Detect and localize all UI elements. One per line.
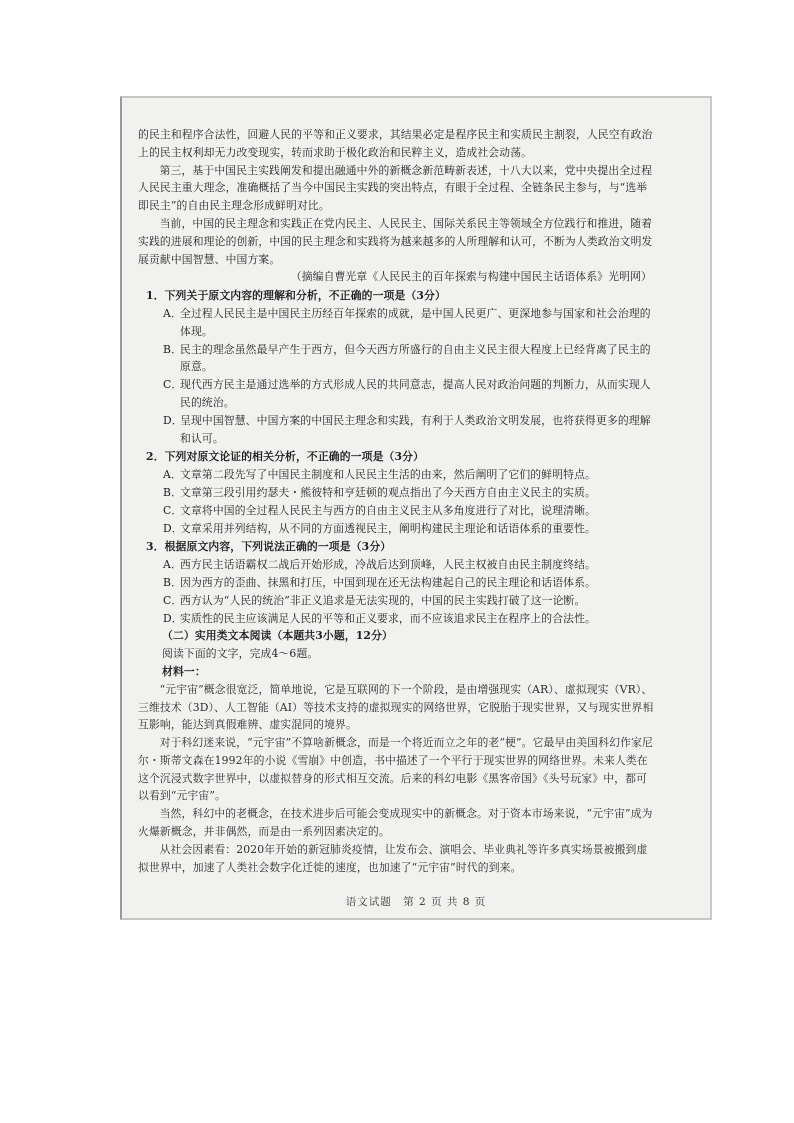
option-text: 文章第三段引用约瑟夫・熊彼特和亨廷顿的观点指出了今天西方自由主义民主的实质。 (180, 485, 596, 499)
option-letter: B． (163, 342, 183, 356)
option-b (146, 484, 658, 502)
question-stem: 3．根据原文内容，下列说法正确的一项是（3分） (146, 540, 392, 554)
material-label: 材料一： (162, 664, 206, 678)
page-footer: 语文试题 第 2 页 共 8 页 (345, 896, 487, 908)
option-b (146, 341, 658, 377)
option-c (146, 376, 658, 412)
option-letter: D． (163, 521, 183, 535)
option-text: 现代西方民主是通过选举的方式形成人民的共同意志，提高人民对政治问题的判断力，从而实现人民的统治。 (180, 378, 651, 409)
option-d (146, 520, 658, 538)
paragraph: “元宇宙”概念很宽泛，简单地说，它是互联网的下一个阶段，是由增强现实（AR）、虚拟现实（VR）、三维技术（3D）、人工智能（AI）等技术支持的虚拟现实的网络世界，它脱胎于现实世界，又与现实世界相互影响，能达到真假难辨、虚实混同的境界。 (138, 682, 654, 732)
option-letter: C． (163, 593, 183, 607)
option-text: 实质性的民主应该满足人民的平等和正义要求，而不应该追求民主在程序上的合法性。 (180, 611, 596, 625)
option-letter: D． (163, 413, 183, 427)
paragraph: 对于科幻迷来说，“元宇宙”不算啥新概念，而是一个将近而立之年的老“梗”。它最早由美国科幻作家尼尔・斯蒂文森在1992年的小说《雪崩》中创造，书中描述了一个平行于现实世界的网络世界。未来人类在这个沉浸式数字世界中，以虚拟替身的形式相互交流。后来的科幻电影《黑客帝国》《头号玩家》中，都可以看到“元宇宙”。 (138, 736, 653, 803)
exam-paper-text (138, 126, 658, 876)
question-2 (138, 448, 658, 537)
paragraph: 第三，基于中国民主实践阐发和提出融通中外的新概念新范畴新表述，十八大以来，党中央提出全过程人民民主重大理念，准确概括了当今中国民主实践的突出特点，有眼于全过程、全链条民主参与，与“选举即民主”的自由民主理念形成鲜明对比。 (138, 163, 653, 213)
option-a (146, 466, 658, 484)
question-stem: 2．下列对原文论证的相关分析，不正确的一项是（3分） (146, 450, 425, 464)
option-text: 文章将中国的全过程人民民主与西方的自由主义民主从多角度进行了对比，说理清晰。 (180, 503, 596, 517)
option-text: 全过程人民民主是中国民主历经百年探索的成就，是中国人民更广、更深地参与国家和社会治理的体现。 (180, 306, 651, 338)
option-d (146, 412, 658, 448)
paragraph: 从社会因素看：2020年开始的新冠肺炎疫情，让发布会、演唱会、毕业典礼等许多真实场景被搬到虚拟世界中，加速了人类社会数字化迁徙的速度，也加速了“元宇宙”时代的到来。 (138, 842, 648, 874)
paragraph: 的民主和程序合法性，回避人民的平等和正义要求，其结果必定是程序民主和实质民主割裂，人民空有政治上的民主权利却无力改变现实，转而求助于极化政治和民粹主义，造成社会动荡。 (138, 128, 653, 159)
option-text: 呈现中国智慧、中国方案的中国民主理念和实践，有利于人类政治文明发展，也将获得更多的理解和认可。 (180, 413, 651, 445)
question-1 (138, 287, 658, 447)
option-text: 西方民主话语霸权二战后开始形成，冷战后达到顶峰，人民主权被自由民主制度终结。 (180, 558, 596, 572)
option-a (146, 305, 658, 341)
option-text: 西方认为“人民的统治”非正义追求是无法实现的，中国的民主实践打破了这一论断。 (180, 593, 586, 607)
option-letter: B． (163, 575, 183, 589)
question-3 (138, 538, 658, 627)
option-letter: A． (163, 306, 182, 320)
option-text: 文章第二段先写了中国民主制度和人民民主生活的由来，然后阐明了它们的鲜明特点。 (180, 468, 596, 482)
paragraph: 当然，科幻中的老概念，在技术进步后可能会变成现实中的新概念。对于资本市场来说，“元宇宙”成为火爆新概念，并非偶然，而是由一系列因素决定的。 (138, 807, 653, 839)
option-text: 因为西方的歪曲、抹黑和打压，中国到现在还无法构建起自己的民主理论和话语体系。 (180, 575, 596, 589)
option-d (146, 610, 658, 628)
section-instruction: 阅读下面的文字，完成4～6题。 (162, 647, 319, 661)
option-letter: C． (163, 503, 183, 517)
option-letter: A． (163, 558, 182, 572)
option-text: 文章采用并列结构，从不同的方面透视民主，阐明构建民主理论和话语体系的重要性。 (180, 521, 596, 535)
source-citation: （摘编自曹光章《人民民主的百年探索与构建中国民主话语体系》光明网） (290, 270, 652, 284)
paragraph: 当前，中国的民主理念和实践正在党内民主、人民民主、国际关系民主等领域全方位践行和推进，随着实践的进展和理论的创新，中国的民主理念和实践将为越来越多的人所理解和认可，不断为人类政治文明发展贡献中国智慧、中国方案。 (138, 216, 653, 266)
option-b (146, 574, 658, 592)
option-a (146, 556, 658, 574)
option-letter: B． (163, 485, 183, 499)
option-text: 民主的理念虽然最早产生于西方，但今天西方所盛行的自由主义民主很大程度上已经背离了民主的原意。 (180, 342, 651, 374)
question-stem: 1．下列关于原文内容的理解和分析，不正确的一项是（3分） (146, 289, 446, 303)
option-letter: D． (163, 611, 183, 625)
section-title: （二）实用类文本阅读（本题共3小题，12分） (162, 629, 393, 643)
option-letter: A． (163, 468, 182, 482)
option-c (146, 592, 658, 610)
option-letter: C． (163, 378, 183, 392)
scanned-page-photo (120, 96, 712, 920)
option-c (146, 502, 658, 520)
